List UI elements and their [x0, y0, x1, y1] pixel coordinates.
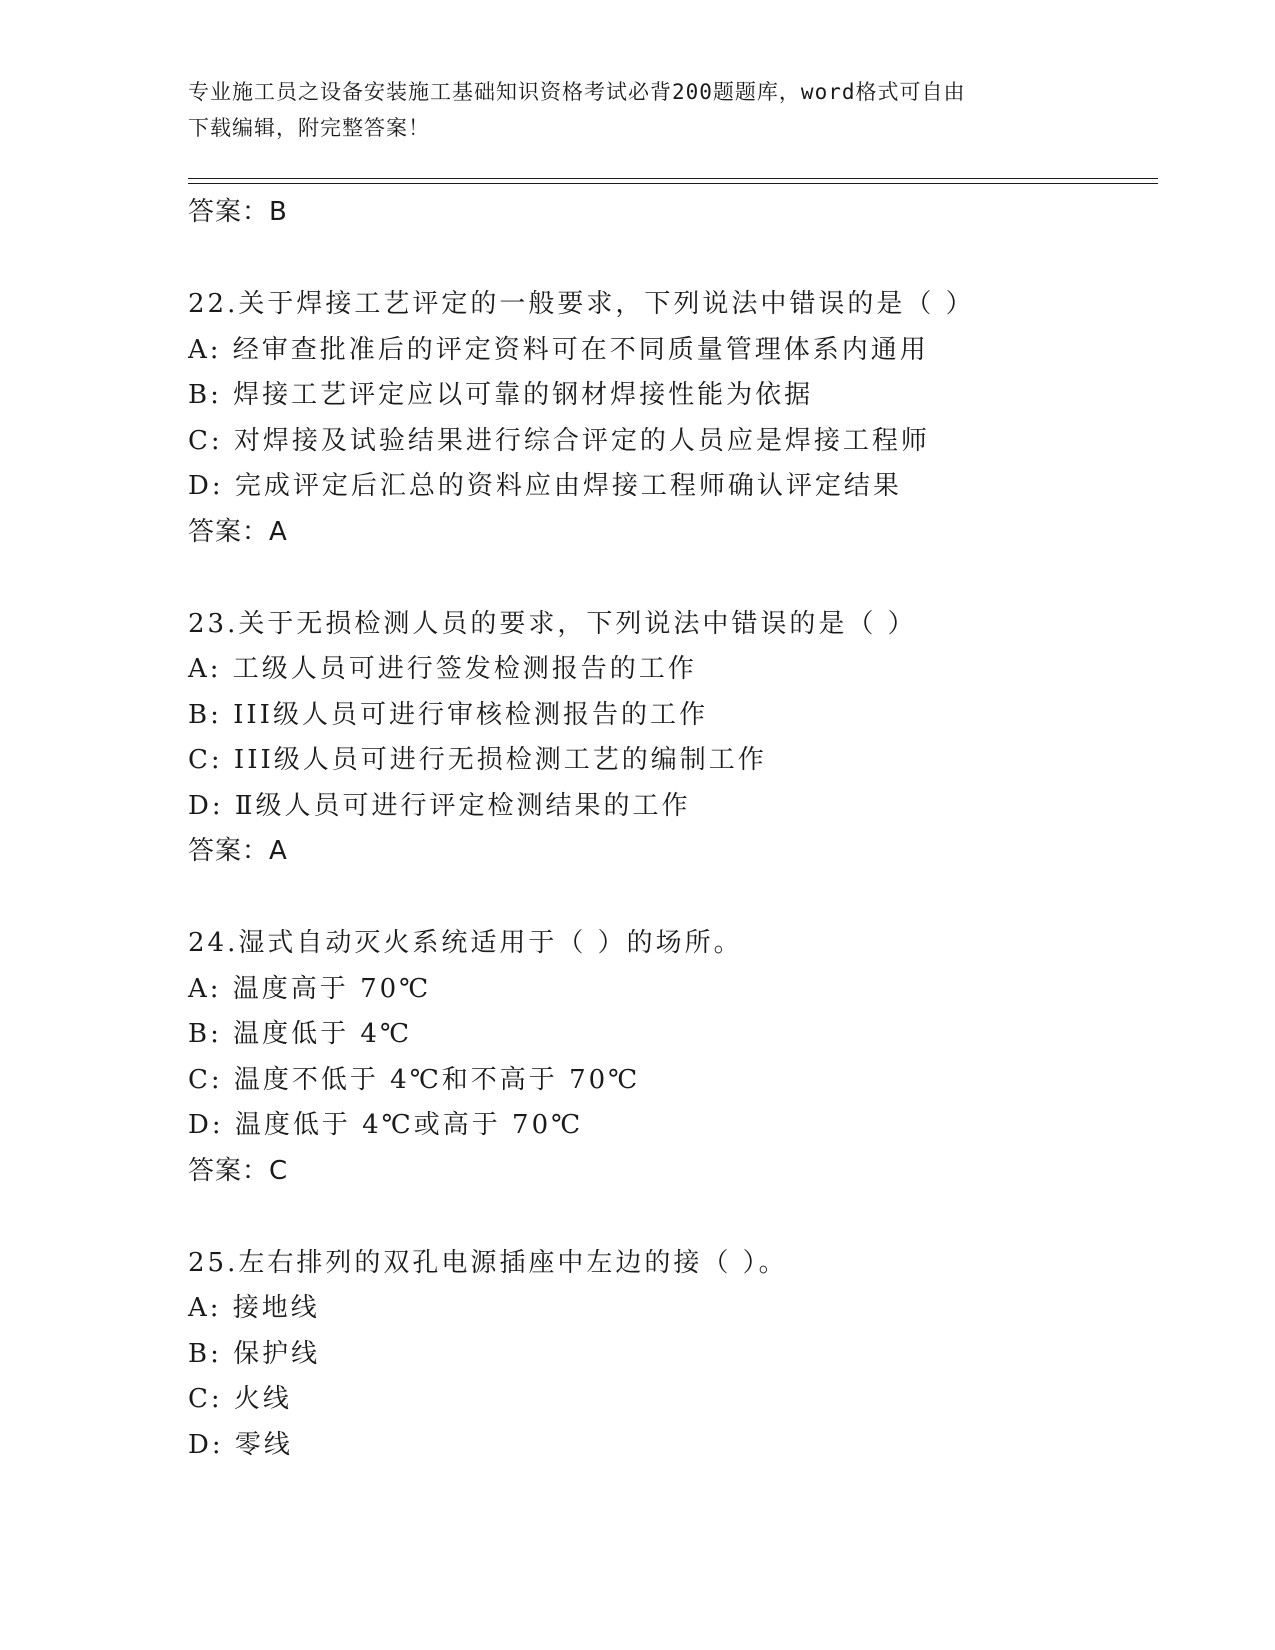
spacer: [188, 873, 1188, 921]
question-list: [188, 190, 1188, 1468]
question-stem: 23.关于无损检测人员的要求，下列说法中错误的是（ ）: [188, 608, 917, 639]
option-c: C: 对焊接及试验结果进行综合评定的人员应是焊接工程师: [188, 425, 930, 456]
answer-line: 答案：C: [188, 1155, 289, 1186]
option-c: C: III级人员可进行无损检测工艺的编制工作: [188, 745, 767, 775]
question-24: [188, 921, 1188, 1193]
question-stem: 24.湿式自动灭火系统适用于（ ）的场所。: [188, 928, 743, 958]
question-23: [188, 602, 1188, 874]
option-a: A: 经审查批准后的评定资料可在不同质量管理体系内通用: [188, 334, 929, 365]
header-divider-bottom: [188, 183, 1158, 184]
option-a: A: 接地线: [188, 1293, 320, 1323]
option-b: B: III级人员可进行审核检测报告的工作: [188, 699, 708, 730]
answer-line: 答案：A: [188, 516, 288, 547]
spacer: [188, 1193, 1188, 1241]
question-22: [188, 282, 1188, 554]
option-d: D: 零线: [188, 1429, 293, 1460]
option-c: C: 火线: [188, 1384, 292, 1414]
option-d: D: 温度低于 4℃或高于 70℃: [188, 1110, 584, 1140]
option-b: B: 保护线: [188, 1338, 321, 1369]
option-d: D: Ⅱ级人员可进行评定检测结果的工作: [188, 790, 691, 821]
option-b: B: 焊接工艺评定应以可靠的钢材焊接性能为依据: [188, 380, 814, 410]
option-b: B: 温度低于 4℃: [188, 1019, 413, 1049]
option-c: C: 温度不低于 4℃和不高于 70℃: [188, 1064, 641, 1095]
question-stem: 22.关于焊接工艺评定的一般要求，下列说法中错误的是（ ）: [188, 289, 975, 319]
document-header: [188, 74, 1088, 146]
option-d: D: 完成评定后汇总的资料应由焊接工程师确认评定结果: [188, 471, 902, 501]
answer-line: 答案：B: [188, 197, 288, 227]
spacer: [188, 234, 1188, 282]
header-line-2: 下载编辑，附完整答案！: [188, 116, 430, 140]
spacer: [188, 554, 1188, 602]
header-line-1: 专业施工员之设备安装施工基础知识资格考试必背200题题库，word格式可自由: [188, 80, 966, 104]
question-stem: 25.左右排列的双孔电源插座中左边的接（ ）。: [188, 1247, 788, 1278]
option-a: A: 工级人员可进行签发检测报告的工作: [188, 654, 697, 684]
option-a: A: 温度高于 70℃: [188, 973, 432, 1004]
question-25: [188, 1241, 1188, 1469]
answer-line: 答案：A: [188, 836, 288, 866]
header-divider-top: [188, 178, 1158, 179]
